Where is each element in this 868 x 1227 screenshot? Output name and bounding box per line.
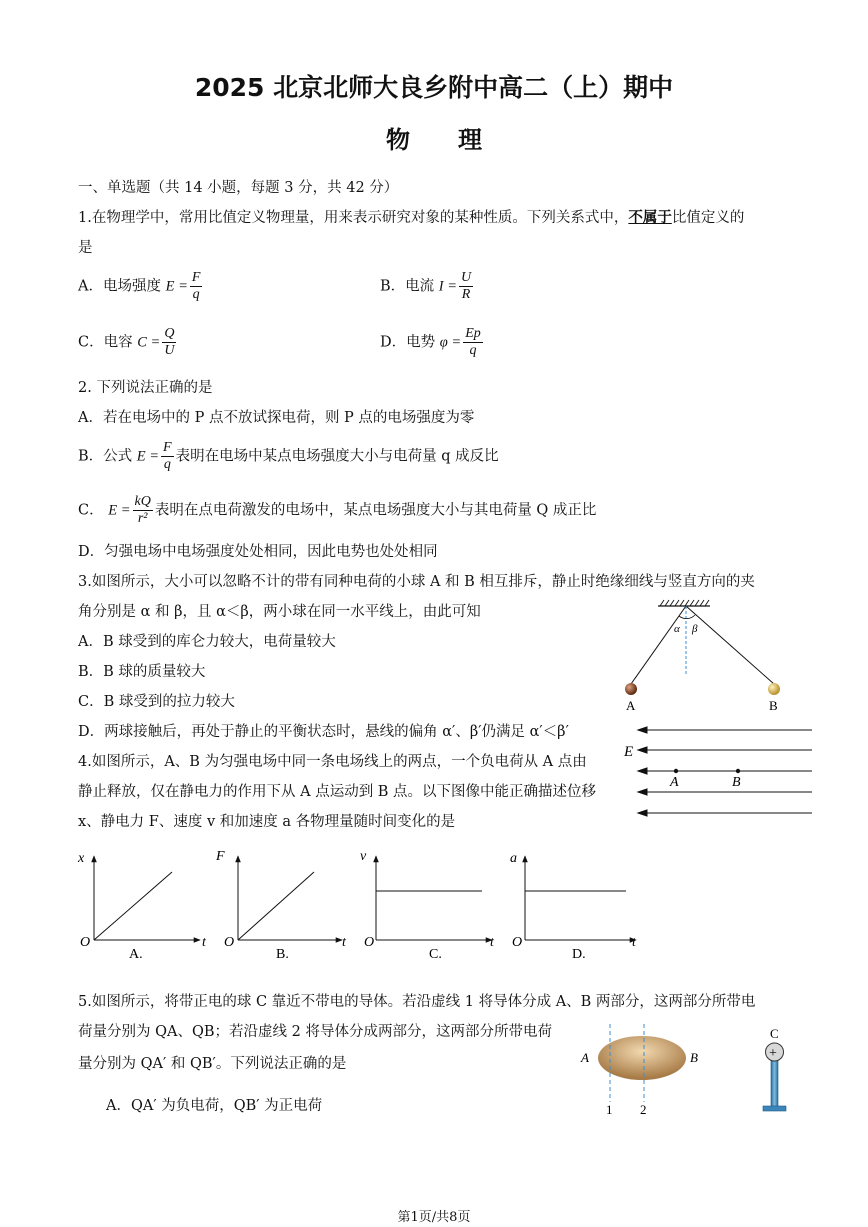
q2-b-den: q: [163, 457, 171, 472]
q2-option-c: [78, 494, 596, 527]
q1-b-den: R: [461, 287, 471, 302]
ball-b: [768, 683, 780, 695]
q2-stem: 2. 下列说法正确的是: [78, 380, 213, 396]
graph-a-origin: O: [80, 935, 91, 950]
q1-stem-a: 1.在物理学中，常用比值定义物理量，用来表示研究对象的某种性质。下列关系式中，: [78, 210, 629, 226]
field-e-label: E: [624, 744, 634, 760]
q2-b-post: 表明在电场中某点电场强度大小与电荷量 q 成反比: [175, 448, 499, 465]
ball-a: [625, 683, 637, 695]
line-2-label: 2: [640, 1102, 647, 1117]
q1-a-label: A．电场强度: [78, 278, 161, 295]
ball-b-label: B: [769, 698, 778, 713]
graph-c: [360, 849, 495, 962]
q1-option-b: [380, 270, 475, 303]
q2-option-d: D．匀强电场中电场强度处处相同，因此电势也处处相同: [78, 544, 438, 560]
q5-conductor-figure: [574, 1020, 804, 1120]
graph-a-caption: A.: [129, 947, 143, 962]
q1-a-frac: [190, 270, 203, 303]
graph-b-caption: B.: [276, 947, 289, 962]
q2-option-b: [78, 440, 499, 473]
q3-stem-line2: 角分别是 α 和 β，且 α＜β，两小球在同一水平线上，由此可知: [78, 604, 481, 620]
line-1-label: 1: [606, 1102, 613, 1117]
angle-beta: β: [692, 623, 698, 635]
q1-a-num: F: [191, 270, 201, 285]
q2-c-pre: C．: [78, 502, 104, 519]
graph-a-xlabel: t: [202, 935, 206, 950]
q1-stem-cont: 是: [78, 240, 93, 256]
q1-c-lhs: C =: [137, 334, 161, 351]
thread-a: [631, 606, 686, 684]
graph-d-ylabel: a: [510, 851, 517, 866]
angle-alpha: α: [674, 623, 680, 635]
point-b: [736, 769, 740, 773]
q2-b-frac: [161, 440, 174, 473]
graph-d-origin: O: [512, 935, 523, 950]
q1-b-label: B．电流: [380, 278, 435, 295]
exam-title: 2025 北京北师大良乡附中高二（上）期中: [194, 73, 674, 102]
q5-option-a: A．QA′ 为负电荷，QB′ 为正电荷: [106, 1098, 323, 1114]
q1-b-lhs: I =: [438, 278, 458, 295]
angle-arc: [679, 615, 695, 619]
q5-stem-line1: 5.如图所示，将带正电的球 C 靠近不带电的导体。若沿虚线 1 将导体分成 A、B 两部分，这两部分所带电: [78, 994, 756, 1010]
q1-stem: [78, 208, 744, 228]
graph-a-ylabel: x: [78, 851, 85, 866]
q2-c-frac: [133, 494, 153, 527]
q4-stem-line2: 静止释放，仅在静电力的作用下从 A 点运动到 B 点。以下图像中能正确描述位移: [78, 784, 597, 800]
ball-c-plus: +: [769, 1046, 777, 1061]
graph-a-curve: [94, 872, 172, 940]
subject-title: 物 理: [386, 126, 482, 154]
q2-b-pre: B．公式: [78, 448, 133, 465]
conductor-b-label: B: [690, 1050, 698, 1065]
graph-c-ylabel: v: [360, 849, 367, 864]
q1-c-num: Q: [164, 326, 175, 341]
graph-b-curve: [238, 872, 314, 940]
graph-d-xlabel: t: [632, 935, 636, 950]
q3-pendulum-figure: [610, 596, 800, 718]
graph-b: [215, 849, 347, 962]
graph-c-caption: C.: [429, 947, 442, 962]
graph-b-origin: O: [224, 935, 235, 950]
q1-d-num: Ep: [465, 326, 481, 341]
q1-a-den: q: [192, 287, 200, 302]
q1-d-den: q: [469, 343, 477, 358]
q3-option-c: C．B 球受到的拉力较大: [78, 694, 235, 710]
q1-stem-b: 比值定义的: [671, 210, 745, 226]
q1-a-lhs: E =: [165, 278, 188, 295]
graph-a: [77, 851, 207, 962]
q1-option-a: [78, 270, 204, 303]
q1-option-d: [380, 326, 485, 359]
q3-option-d: D．两球接触后，再处于静止的平衡状态时，悬线的偏角 α′、β′仍满足 α′＜β′: [78, 724, 569, 740]
point-a-label: A: [670, 775, 679, 790]
q4-stem-line1: 4.如图所示，A、B 为匀强电场中同一条电场线上的两点，一个负电荷从 A 点由: [78, 754, 587, 770]
ball-c-stand: [763, 1043, 786, 1111]
q1-c-den: U: [164, 343, 175, 358]
conductor: [598, 1036, 686, 1080]
conductor-a-label: A: [581, 1050, 589, 1065]
q1-c-label: C．电容: [78, 334, 133, 351]
graph-b-xlabel: t: [342, 935, 346, 950]
q1-c-frac: [162, 326, 176, 359]
page-footer: 第1页/共8页: [397, 1210, 471, 1225]
q2-c-lhs: E =: [108, 502, 131, 519]
q2-b-num: F: [163, 440, 172, 455]
q4-stem-line3: x、静电力 F、速度 v 和加速度 a 各物理量随时间变化的是: [78, 814, 456, 830]
graph-b-ylabel: F: [216, 849, 225, 864]
q1-d-frac: [463, 326, 483, 359]
q1-d-label: D．电势: [380, 334, 436, 351]
q2-b-lhs: E =: [136, 448, 160, 465]
ball-c-label: C: [770, 1026, 779, 1041]
q1-stem-emph: 不属于: [628, 209, 672, 226]
q4-graphs: [70, 842, 650, 966]
q3-option-a: A．B 球受到的库仑力较大，电荷量较大: [78, 634, 336, 650]
q5-stem-line2: 荷量分别为 QA、QB；若沿虚线 2 将导体分成两部分，这两部分所带电荷: [78, 1024, 552, 1040]
ceiling-hatch: [658, 600, 710, 606]
thread-b: [686, 606, 774, 684]
point-a: [674, 769, 678, 773]
q2-c-den: r²: [137, 511, 148, 526]
section-heading: 一、单选题（共 14 小题，每题 3 分，共 42 分）: [78, 180, 399, 196]
ball-a-label: A: [626, 698, 636, 713]
graph-d: [510, 851, 637, 962]
point-b-label: B: [732, 775, 741, 790]
graph-c-xlabel: t: [490, 935, 494, 950]
q3-stem-line1: 3.如图所示，大小可以忽略不计的带有同种电荷的小球 A 和 B 相互排斥，静止时绝缘细线与竖直方向的夹: [78, 574, 755, 590]
q2-c-num: kQ: [134, 494, 151, 509]
q2-option-a: A．若在电场中的 P 点不放试探电荷，则 P 点的电场强度为零: [78, 410, 475, 426]
graph-d-caption: D.: [572, 947, 586, 962]
q3-option-b: B．B 球的质量较大: [78, 664, 206, 680]
q2-c-post: 表明在点电荷激发的电场中，某点电场强度大小与其电荷量 Q 成正比: [154, 502, 597, 519]
q1-d-lhs: φ =: [439, 334, 462, 351]
q1-b-num: U: [461, 270, 472, 285]
q4-field-figure: [622, 722, 818, 822]
q1-option-c: [78, 326, 178, 359]
q1-b-frac: [459, 270, 473, 303]
q5-stem-line3: 量分别为 QA′ 和 QB′。下列说法正确的是: [78, 1056, 347, 1072]
graph-c-origin: O: [364, 935, 375, 950]
